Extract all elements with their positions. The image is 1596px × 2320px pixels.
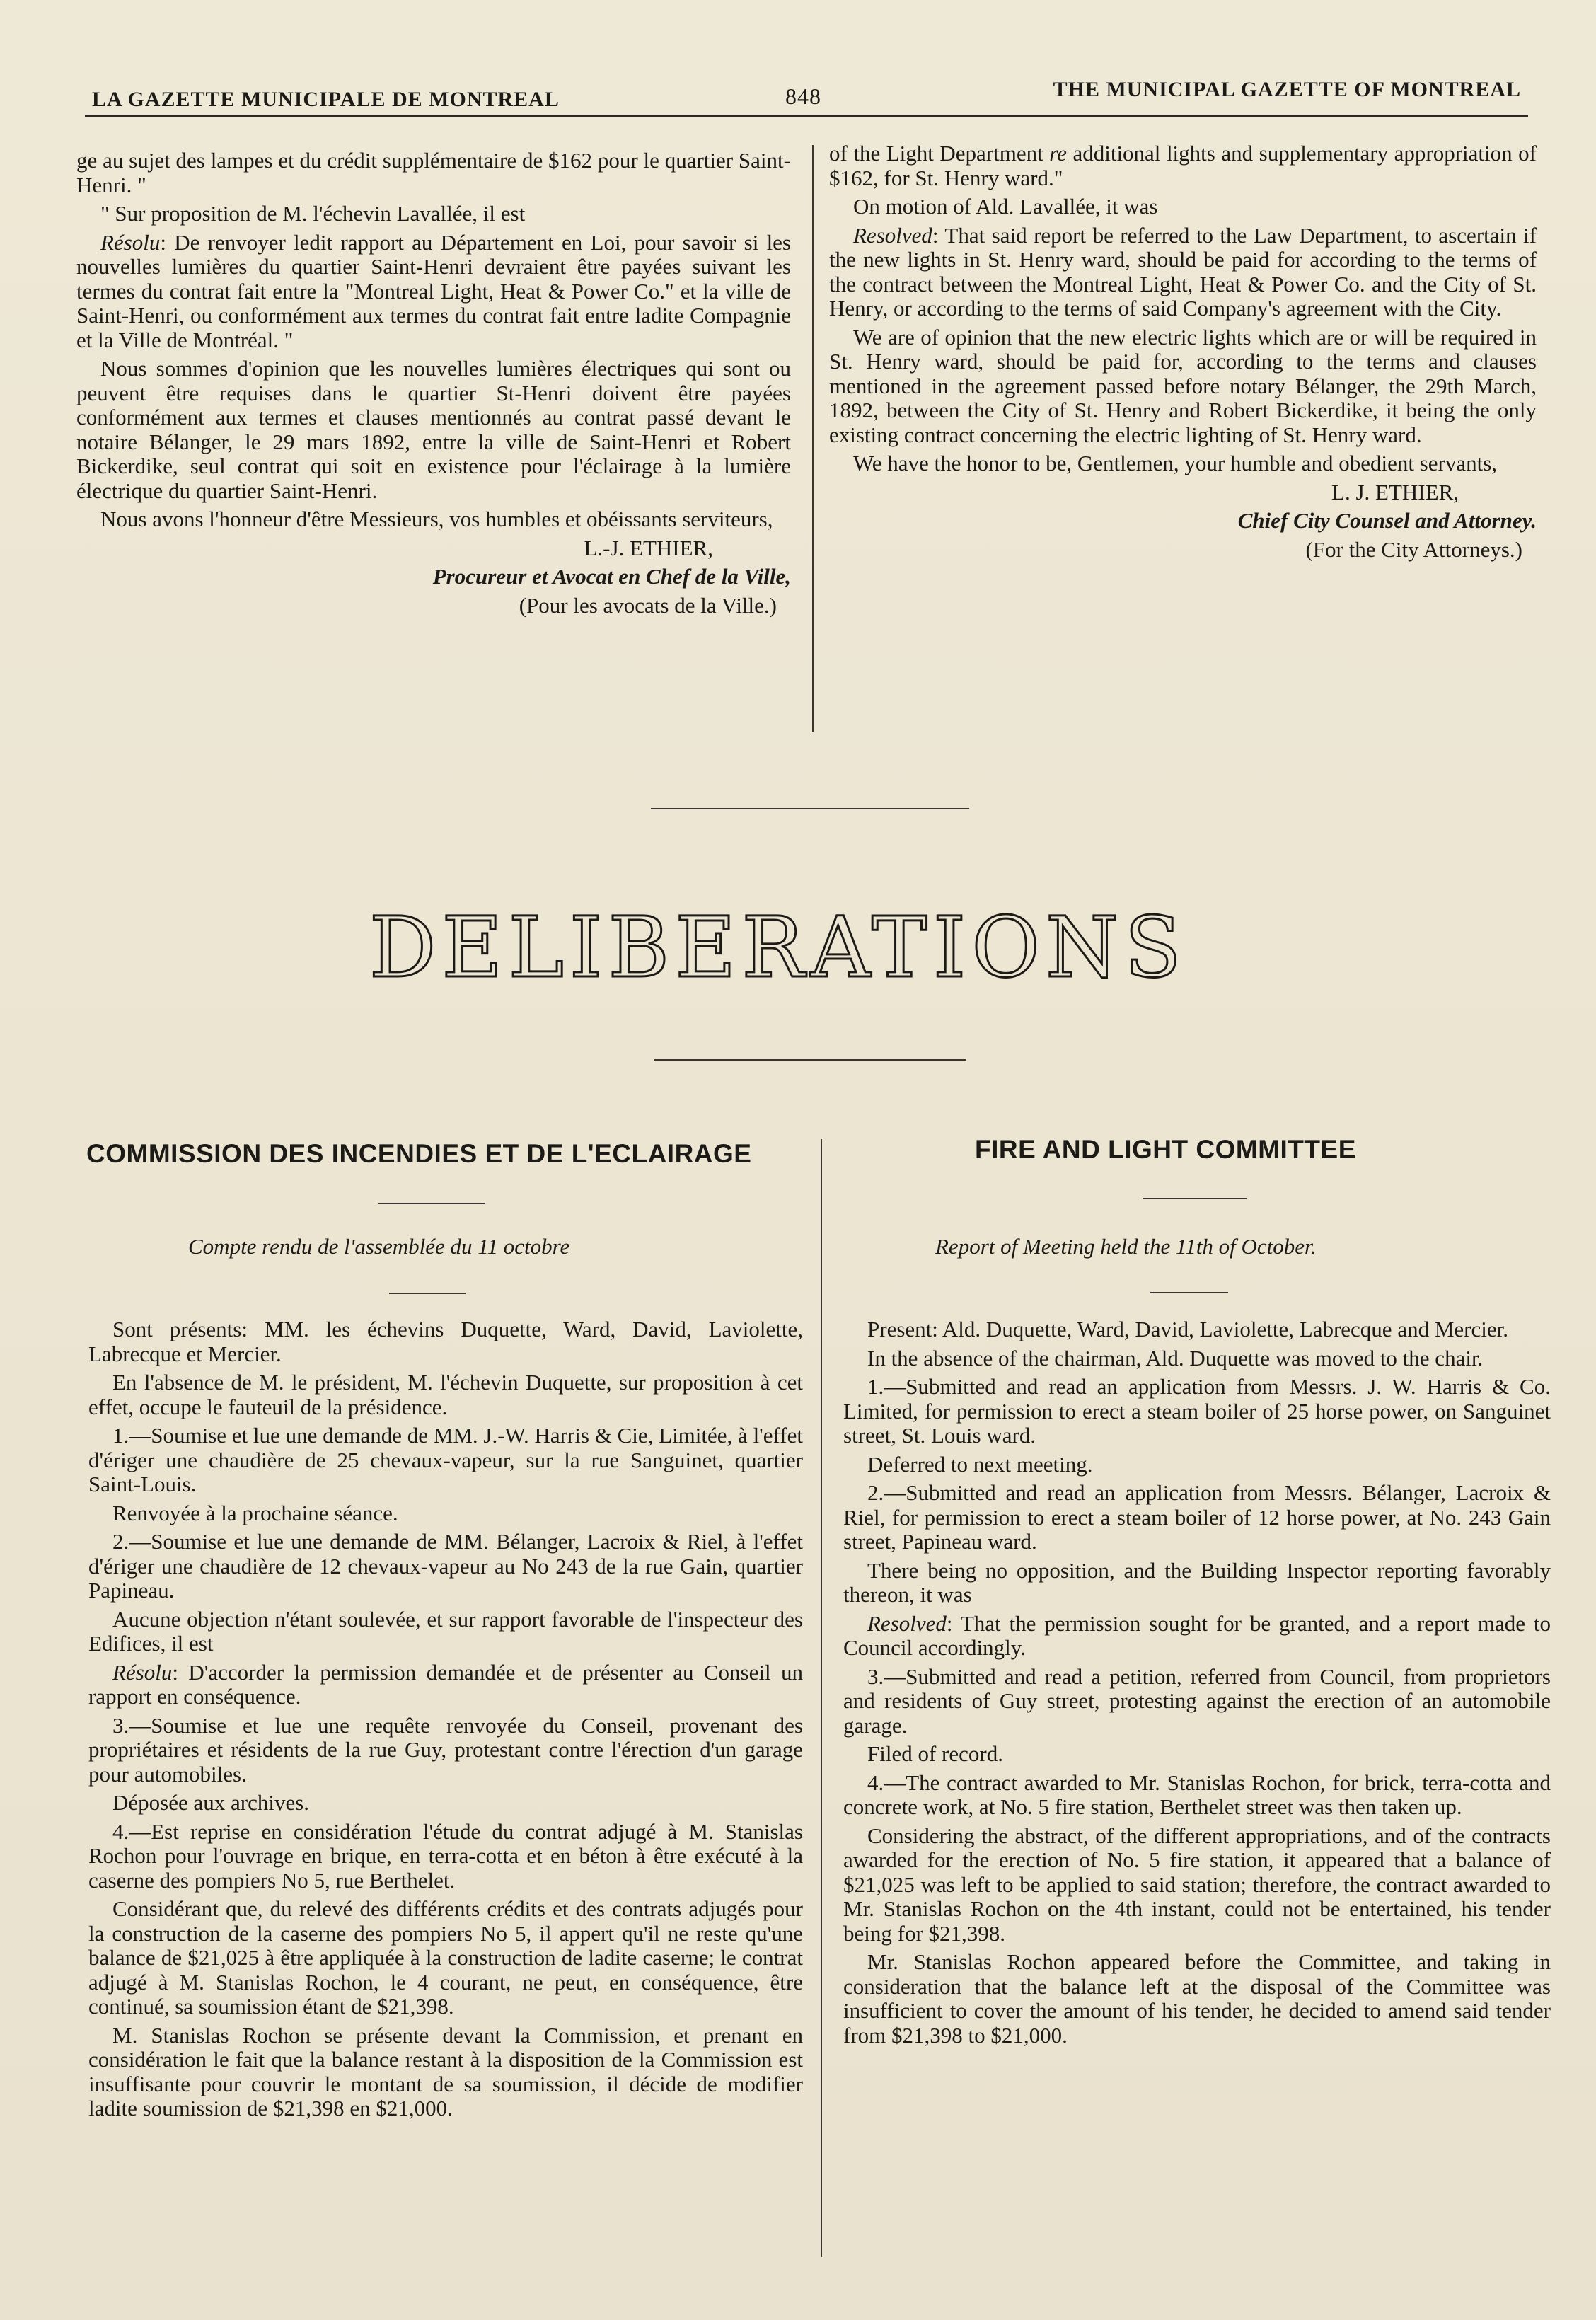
paragraph: Nous sommes d'opinion que les nouvelles lumières électriques qui sont ou peuvent être requises dans le quartier St-Henri doivent être payées conformément aux termes et clauses mentionnés au contrat passé devant le notaire Bélanger, le 29 mars 1892, entre la ville de Saint-Henri et Robert Bickerdike, seul contrat qui soit en existence pour l'éclairage à la lumière électrique du quartier Saint-Henri. (76, 356, 791, 503)
paragraph: On motion of Ald. Lavallée, it was (853, 194, 1158, 219)
paragraph: Déposée aux archives. (112, 1790, 310, 1815)
english-subtitle: Report of Meeting held the 11th of October. (935, 1234, 1317, 1259)
paragraph (843, 1612, 1551, 1661)
signature-name: L. J. ETHIER, (1331, 479, 1459, 504)
paragraph: Considering the abstract, of the different appropriations, and of the contracts awarded for the erection of No. 5 fire station, it appeared that a balance of $21,025 was left to be applied to said station; therefore, the contract awarded to Mr. Stanislas Rochon on the 4th instant, could not be entertained, his tender being for $21,398. (843, 1823, 1551, 1946)
top-french-column (76, 149, 791, 622)
signature-note: (For the City Attorneys.) (1305, 536, 1522, 562)
resolution-text: : De renvoyer ledit rapport au Département en Loi, pour savoir si les nouvelles lumières du quartier Saint-Henri devraient être payées suivant les termes du contrat fait entre la "Montreal Light, Heat & Power Co." et la ville de Saint-Henri, ou conformément aux termes du contrat fait entre ladite Compagnie et la Ville de Montréal. " (76, 229, 791, 352)
signature-name: L.-J. ETHIER, (584, 535, 713, 560)
french-section-title: COMMISSION DES INCENDIES ET DE L'ECLAIRAGE (86, 1139, 752, 1168)
paragraph: Deferred to next meeting. (867, 1451, 1093, 1477)
header-french-title: LA GAZETTE MUNICIPALE DE MONTREAL (92, 88, 560, 111)
french-subtitle-rule (389, 1293, 466, 1294)
french-minutes-column (88, 1317, 803, 2125)
french-subtitle: Compte rendu de l'assemblée du 11 octobre (188, 1234, 570, 1259)
paragraph: 4.—The contract awarded to Mr. Stanislas Rochon, for brick, terra-cotta and concrete work, at No. 5 fire station, Berthelet street was then taken up. (843, 1770, 1551, 1819)
paragraph: Present: Ald. Duquette, Ward, David, Laviolette, Labrecque and Mercier. (867, 1317, 1508, 1341)
paragraph: En l'absence de M. le président, M. l'échevin Duquette, sur proposition à cet effet, occupe le fauteuil de la présidence. (88, 1370, 803, 1419)
paragraph: 3.—Soumise et lue une requête renvoyée du Conseil, provenant des propriétaires et résidents de la rue Guy, protestant contre l'érection d'un garage pour automobiles. (88, 1712, 803, 1787)
header-rule (85, 115, 1528, 117)
paragraph (88, 1661, 803, 1709)
paragraph: There being no opposition, and the Building Inspector reporting favorably thereon, it was (843, 1557, 1551, 1607)
resolution-label: Résolu (100, 229, 161, 255)
english-section-title: FIRE AND LIGHT COMMITTEE (975, 1135, 1356, 1164)
paragraph: Nous avons l'honneur d'être Messieurs, vos humbles et obéissants serviteurs, (100, 507, 773, 531)
bottom-column-divider (821, 1139, 822, 2257)
re-word: re (1049, 141, 1067, 166)
english-minutes-column (843, 1317, 1551, 2052)
paragraph: 1.—Soumise et lue une demande de MM. J.-W. Harris & Cie, Limitée, à l'effet d'ériger une chaudière de 25 chevaux-vapeur, sur la rue Sanguinet, quartier Saint-Louis. (88, 1423, 803, 1496)
paragraph: We are of opinion that the new electric lights which are or will be required in St. Henry ward, should be paid for, according to the terms and clauses mentioned in the agreement passed before notary Bélanger, the 29th March, 1892, between the City of St. Henry and Robert Bickerdike, it being the only existing contract concerning the electric lighting of St. Henry ward. (829, 324, 1537, 447)
resolution-label: Resolved (853, 222, 932, 248)
paragraph (829, 224, 1537, 321)
paragraph: 2.—Submitted and read an application from Messrs. Bélanger, Lacroix & Riel, for permission to erect a steam boiler of 12 horse power, at No. 243 Gain street, Papineau ward. (843, 1480, 1551, 1554)
signature-title: Procureur et Avocat en Chef de la Ville, (432, 564, 791, 589)
paragraph: Mr. Stanislas Rochon appeared before the Committee, and taking in consideration that the balance left at the disposal of the Committee was insufficient to cover the amount of his tender, he decided to amend said tender from $21,398 to $21,000. (843, 1949, 1551, 2048)
banner-rule-bottom (654, 1059, 966, 1061)
paragraph: ge au sujet des lampes et du crédit supplémentaire de $162 pour le quartier Saint-Henri. " (76, 148, 791, 197)
paragraph: 2.—Soumise et lue une demande de MM. Bélanger, Lacroix & Riel, à l'effet d'ériger une chaudière de 12 chevaux-vapeur au No 243 de la rue Gain, quartier Papineau. (88, 1529, 803, 1603)
paragraph (76, 231, 791, 353)
paragraph: Sont présents: MM. les échevins Duquette, Ward, David, Laviolette, Labrecque et Mercier. (88, 1317, 803, 1366)
signature-title: Chief City Counsel and Attorney. (1237, 508, 1537, 533)
paragraph: 4.—Est reprise en considération l'étude du contrat adjugé à M. Stanislas Rochon pour l'ouvrage en brique, en terra-cotta et en béton à être exécuté à la caserne des pompiers No 5, rue Berthelet. (88, 1818, 803, 1893)
resolution-text: : D'accorder la permission demandée et de présenter au Conseil un rapport en conséquence. (88, 1659, 803, 1709)
signature-note: (Pour les avocats de la Ville.) (519, 592, 777, 618)
banner-rule-top (651, 808, 969, 809)
english-title-rule (1143, 1198, 1247, 1199)
paragraph: Aucune objection n'étant soulevée, et sur rapport favorable de l'inspecteur des Edifices, il est (88, 1606, 803, 1656)
resolution-label: Resolved (867, 1610, 947, 1636)
paragraph: of the Light Department re additional lights and supplementary appropriation of $162, for St. Henry ward." (829, 141, 1537, 190)
page-number: 848 (785, 83, 821, 109)
paragraph: Renvoyée à la prochaine séance. (112, 1500, 398, 1525)
resolution-text: : That the permission sought for be granted, and a report made to Council accordingly. (843, 1610, 1551, 1660)
paragraph: Filed of record. (867, 1741, 1003, 1766)
paragraph: 1.—Submitted and read an application from Messrs. J. W. Harris & Co. Limited, for permission to erect a steam boiler of 25 horse power, on Sanguinet street, St. Louis ward. (843, 1374, 1551, 1448)
top-english-column (829, 142, 1537, 566)
top-column-divider (812, 145, 814, 732)
deliberations-banner: DELIBERATIONS (369, 899, 1188, 996)
english-subtitle-rule (1150, 1292, 1228, 1293)
paragraph: In the absence of the chairman, Ald. Duquette was moved to the chair. (867, 1345, 1484, 1370)
paragraph: M. Stanislas Rochon se présente devant la Commission, et prenant en considération le fait que la balance restant à la disposition de la Commission est insuffisante pour couvrir le montant de sa soumission, il décide de modifier ladite soumission de $21,398 en $21,000. (88, 2022, 803, 2120)
paragraph: 3.—Submitted and read a petition, referred from Council, from proprietors and residents of Guy street, protesting against the erection of an automobile garage. (843, 1663, 1551, 1738)
page-header (92, 78, 1521, 120)
paragraph: We have the honor to be, Gentlemen, your humble and obedient servants, (853, 451, 1498, 475)
paragraph: " Sur proposition de M. l'échevin Lavallée, il est (100, 201, 526, 226)
header-english-title: THE MUNICIPAL GAZETTE OF MONTREAL (1053, 78, 1521, 101)
resolution-label: Résolu (112, 1659, 173, 1685)
paragraph: Considérant que, du relevé des différents crédits et des contrats adjugés pour la construction de la caserne des pompiers No 5, il appert qu'il ne reste qu'une balance de $21,025 à être appliquée à la construction de ladite caserne; le contrat adjugé à M. Stanislas Rochon, le 4 courant, ne peut, en conséquence, être continué, sa soumission étant de $21,398. (88, 1896, 803, 2019)
resolution-text: : That said report be referred to the Law Department, to ascertain if the new lights in St. Henry ward, should be paid for according to the terms of the contract between the Montreal Light, Heat & Power Co. and the City of St. Henry, or according to the terms of said Company's agreement with the City. (829, 222, 1537, 321)
french-title-rule (378, 1203, 485, 1204)
